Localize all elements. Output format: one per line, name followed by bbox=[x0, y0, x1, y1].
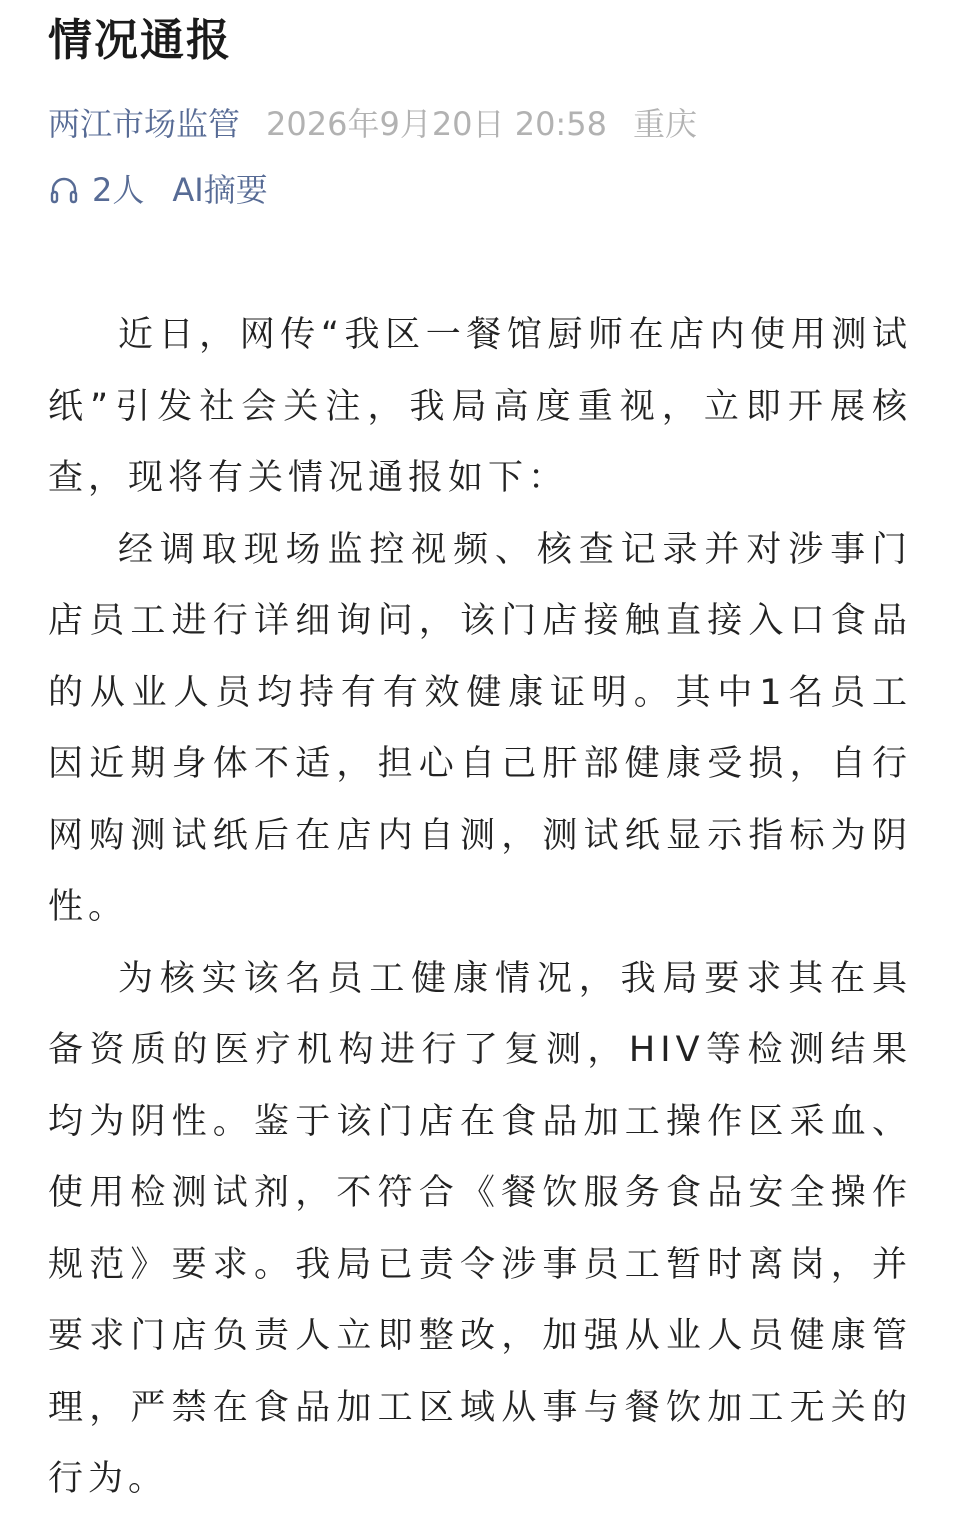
article-body bbox=[48, 300, 912, 1516]
listen-count: 2人 bbox=[92, 171, 145, 209]
article-meta bbox=[48, 102, 912, 146]
headphone-icon bbox=[48, 174, 80, 206]
article-paragraph: 为核实该名员工健康情况，我局要求其在具备资质的医疗机构进行了复测，HIV等检测结果均为阴性。鉴于该门店在食品加工操作区采血、使用检测试剂，不符合《餐饮服务食品安全操作规范》要求。我局已责令涉事员工暂时离岗，并要求门店负责人立即整改，加强从业人员健康管理，严禁在食品加工区域从事与餐饮加工无关的行为。 bbox=[48, 958, 912, 1499]
publish-location: 重庆 bbox=[632, 105, 697, 143]
article-title: 情况通报 bbox=[48, 15, 232, 66]
article-paragraph: 经调取现场监控视频、核查记录并对涉事门店员工进行详细询问，该门店接触直接入口食品的从业人员均持有有效健康证明。其中1名员工因近期身体不适，担心自己肝部健康受损，自行网购测试纸后在店内自测，测试纸显示指标为阴性。 bbox=[48, 529, 912, 927]
publish-time: 2026年9月20日 20:58 bbox=[266, 105, 607, 143]
ai-summary-button[interactable]: AI摘要 bbox=[172, 171, 268, 209]
listen-button[interactable] bbox=[48, 168, 144, 212]
account-name-link[interactable]: 两江市场监管 bbox=[48, 105, 241, 143]
article-paragraph: 近日，网传“我区一餐馆厨师在店内使用测试纸”引发社会关注，我局高度重视，立即开展核查，现将有关情况通报如下： bbox=[48, 315, 912, 498]
article-page bbox=[48, 0, 912, 1516]
article-tools bbox=[48, 168, 912, 212]
